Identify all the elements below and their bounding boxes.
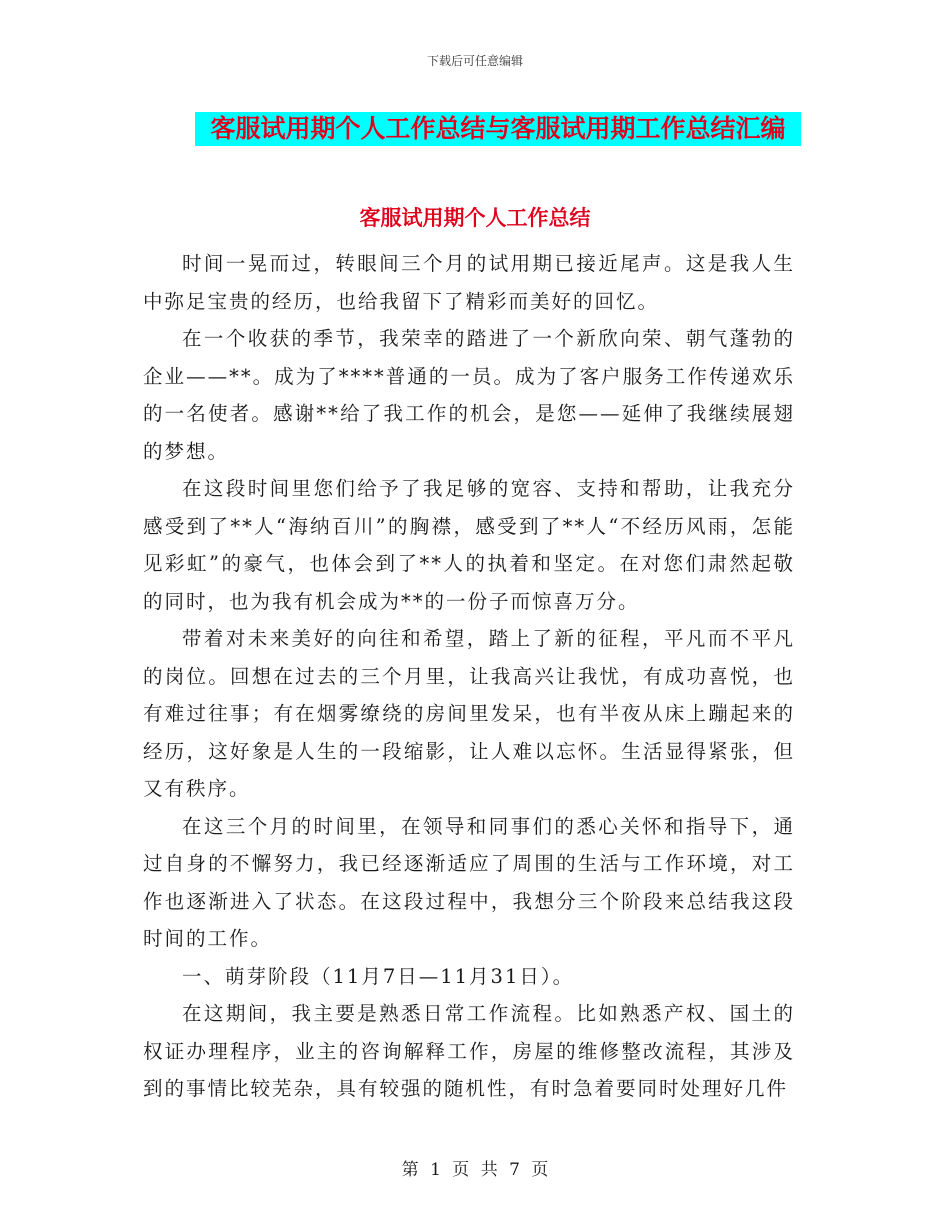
- paragraph: 在这期间，我主要是熟悉日常工作流程。比如熟悉产权、国土的权证办理程序，业主的咨询解释工作，房屋的维修整改流程，其涉及到的事情比较芜杂，具有较强的随机性，有时急着要同时处理好几件: [143, 1002, 795, 1100]
- paragraph: 带着对未来美好的向往和希望，踏上了新的征程，平凡而不平凡的岗位。回想在过去的三个月里，让我高兴让我忧，有成功喜悦，也有难过往事；有在烟雾缭绕的房间里发呆，也有半夜从床上蹦起来的经历，这好象是人生的一段缩影，让人难以忘怀。生活显得紧张，但又有秩序。: [143, 627, 795, 800]
- section-title: 客服试用期个人工作总结: [359, 206, 591, 230]
- page-footer: 第 1 页 共 7 页: [401, 1160, 549, 1180]
- paragraph: 在这段时间里您们给予了我足够的宽容、支持和帮助，让我充分感受到了**人“海纳百川”的胸襟，感受到了**人“不经历风雨，怎能见彩虹”的豪气，也体会到了**人的执着和坚定。在对您们肃然起敬的同时，也为我有机会成为**的一份子而惊喜万分。: [143, 477, 795, 613]
- body-text: [143, 245, 795, 1108]
- paragraph: 在一个收获的季节，我荣幸的踏进了一个新欣向荣、朝气蓬勃的企业——**。成为了****普通的一员。成为了客户服务工作传递欢乐的一名使者。感谢**给了我工作的机会，是您——延伸了我继续展翅的梦想。: [143, 327, 795, 463]
- paragraph: 一、萌芽阶段（11月7日—11月31日）。: [182, 964, 575, 988]
- paragraph: 在这三个月的时间里，在领导和同事们的悉心关怀和指导下，通过自身的不懈努力，我已经逐渐适应了周围的生活与工作环境，对工作也逐渐进入了状态。在这段过程中，我想分三个阶段来总结我这段时间的工作。: [143, 814, 795, 950]
- header-note: 下载后可任意编辑: [426, 54, 523, 68]
- paragraph: 时间一晃而过，转眼间三个月的试用期已接近尾声。这是我人生中弥足宝贵的经历，也给我留下了精彩而美好的回忆。: [143, 252, 795, 313]
- document-title: 客服试用期个人工作总结与客服试用期工作总结汇编: [195, 112, 801, 146]
